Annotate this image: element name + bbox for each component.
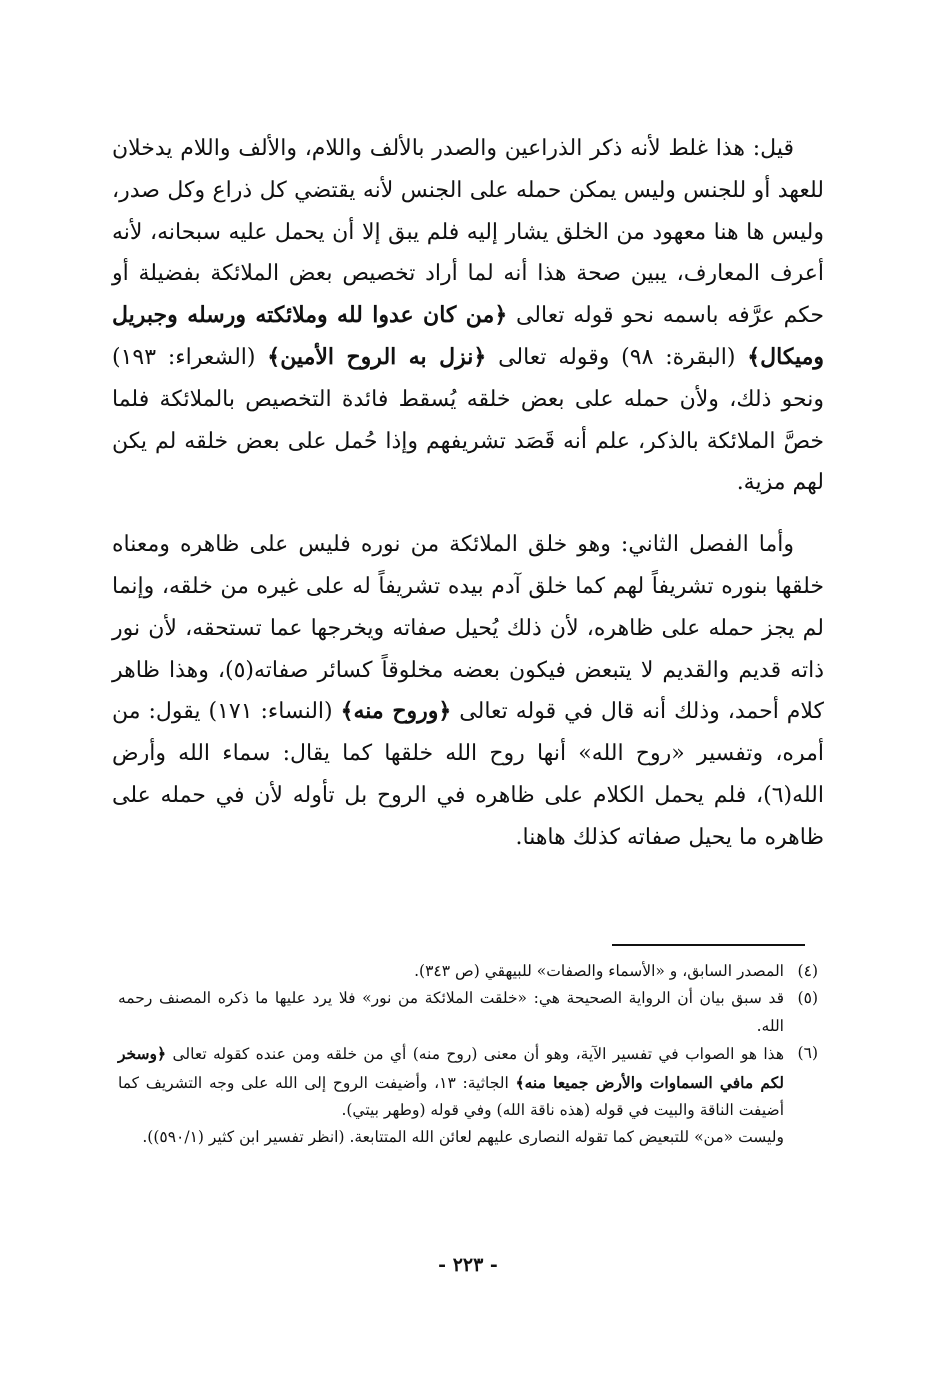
text-segment: قيل: هذا غلط لأنه ذكر الذراعين والصدر بالألف واللام، والألف واللام يدخلان للعهد أو للجنس وليس يمكن حمله على الجنس لأنه يقتضي كل ذراع وكل صدر، وليس ها هنا معهود من الخلق يشار إليه فلم يبق إلا أن يحمل عليه سبحانه، لأنه أعرف المعارف، يبين صحة هذا أنه لما أراد تخصيص بعض الملائكة بفضيلة أو حكم عرَّفه باسمه نحو قوله تعالى xyxy=(112,136,824,329)
footnote-text: المصدر السابق، و «الأسماء والصفات» للبيهقي (ص ٣٤٣). xyxy=(414,962,784,980)
footnote-number: (٦) xyxy=(797,1044,818,1063)
footnotes xyxy=(118,958,818,1152)
quran-verse: ﴿وروح منه﴾ xyxy=(340,698,452,725)
quran-verse: ﴿نزل به الروح الأمين﴾ xyxy=(267,343,487,370)
footnote-number: (٥) xyxy=(797,989,818,1008)
page-number: - ٢٢٣ - xyxy=(438,1254,498,1276)
footnote-separator xyxy=(612,944,805,946)
footnote-text: قد سبق بيان أن الرواية الصحيحة هي: «خلقت الملائكة من نور» فلا يرد عليها ما ذكره المصنف رحمه الله. xyxy=(118,989,784,1035)
footnote xyxy=(118,1040,818,1124)
footnote xyxy=(118,985,818,1040)
quran-verse: ﴿من كان عدوا لله وملائكته ورسله وجبريل وميكال﴾ xyxy=(112,302,825,370)
footnote xyxy=(118,958,818,985)
text-segment: (النساء: ١٧١) يقول: من أمره، وتفسير «روح الله» أنها روح الله خلقها كما يقال: سماء الله وأرض الله(٦)، فلم يحمل الكلام على ظاهره في الروح بل تأوله لأن في حمله على ظاهره ما يحيل صفاته كذلك هاهنا. xyxy=(112,699,824,850)
text-segment: (الشعراء: ١٩٣) ونحو ذلك، ولأن حمله على بعض خلقه يُسقط فائدة التخصيص بالملائكة فلما خصَّ الملائكة بالذكر، علم أنه قَصَد تشريفهم وإذا حُمل على بعض خلقه لم يكن لهم مزية. xyxy=(112,344,824,496)
text-segment: (البقرة: ٩٨) وقوله تعالى xyxy=(486,344,748,370)
footnote-continuation xyxy=(118,1124,818,1151)
footnote-text: الجاثية: ١٣، وأضيفت الروح إلى الله على وجه التشريف كما أضيفت الناقة والبيت في قوله (هذه ناقة الله) وفي قوله (وطهر بيتي). xyxy=(118,1073,784,1120)
main-text xyxy=(112,128,824,859)
text-segment: وأما الفصل الثاني: وهو خلق الملائكة من نوره فليس على ظاهره ومعناه خلقها بنوره تشريفاً لهم كما خلق آدم بيده تشريفاً له على غيره من خلقه، وإنما لم يجز حمله على ظاهره، لأن ذلك يُحيل صفاته ويخرجها عما تستحقه، لأن نور ذاته قديم والقديم لا يتبعض فيكون بعضه مخلوقاً كسائر صفاته(٥)، وهذا ظاهر كلام أحمد، وذلك أنه قال في قوله تعالى xyxy=(112,532,825,725)
footnote-number: (٤) xyxy=(797,962,818,980)
quran-verse: ﴿وسخر لكم مافي السماوات والأرض جميعا منه﴾ xyxy=(118,1044,784,1092)
footnote-text: وليست «من» للتبعيض كما تقوله النصارى عليهم لعائن الله المتتابعة. (انظر تفسير ابن كثير (٥٩٠/١)). xyxy=(142,1128,784,1147)
paragraph xyxy=(112,128,824,504)
paragraph xyxy=(112,524,824,858)
footnote-text: هذا هو الصواب في تفسير الآية، وهو أن معنى (روح منه) أي من خلقه ومن عنده كقوله تعالى xyxy=(166,1045,784,1064)
